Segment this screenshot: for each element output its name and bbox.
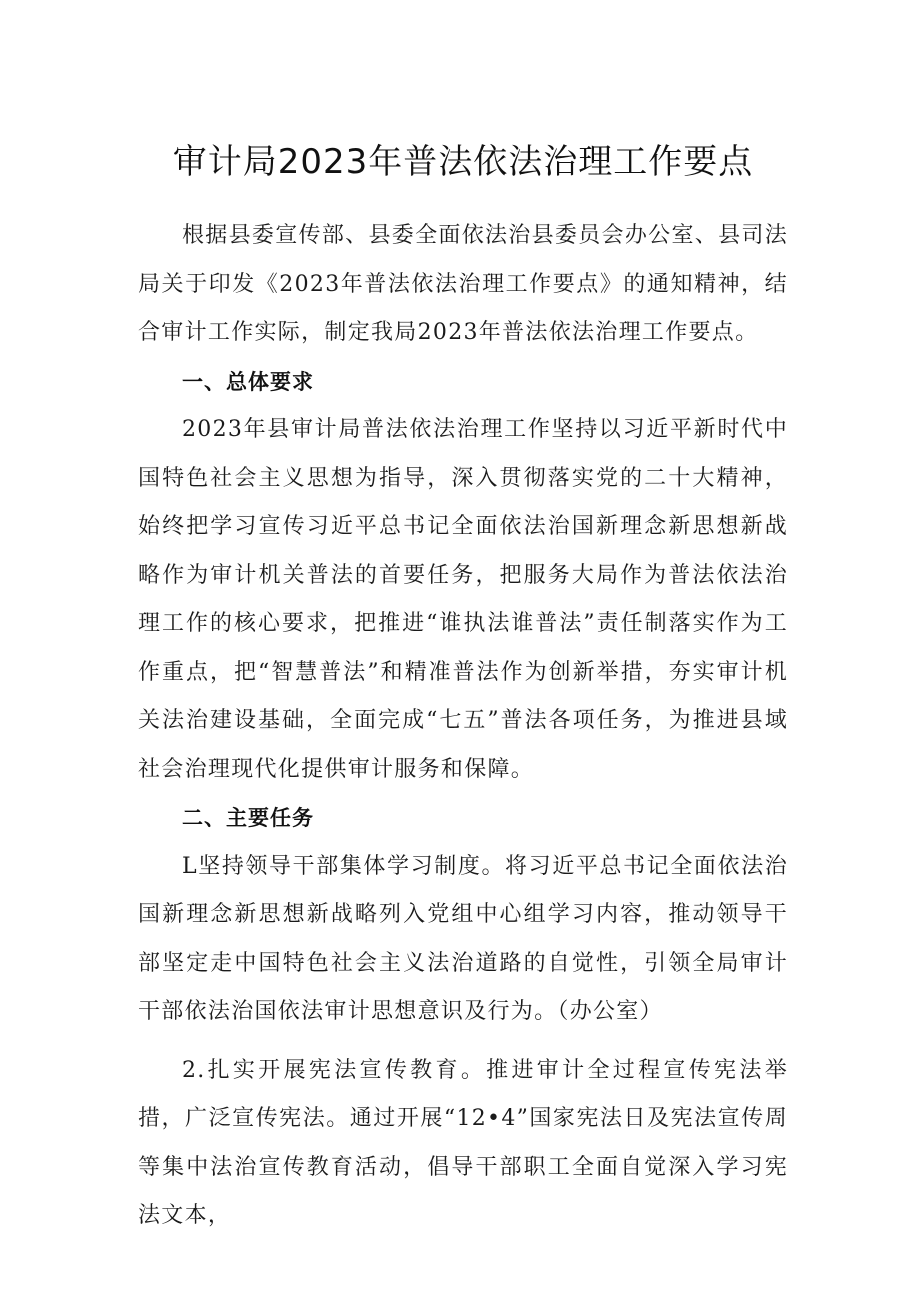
document-body <box>138 212 788 1241</box>
task-item-2: 2.扎实开展宪法宣传教育。推进审计全过程宣传宪法举措，广泛宣传宪法。通过开展“12•4”国家宪法日及宪法宣传周等集中法治宣传教育活动，倡导干部职工全面自觉深入学习宪法文本， <box>138 1057 788 1228</box>
section-heading-general-requirements: 一、总体要求 <box>182 369 314 394</box>
task-item-1: L坚持领导干部集体学习制度。将习近平总书记全面依法治国新理念新思想新战略列入党组中心组学习内容，推动领导干部坚定走中国特色社会主义法治道路的自觉性，引领全局审计干部依法治国依法审计思想意识及行为。（办公室） <box>138 853 788 1024</box>
section-heading-main-tasks: 二、主要任务 <box>182 806 314 830</box>
intro-paragraph: 根据县委宣传部、县委全面依法治县委员会办公室、县司法局关于印发《2023年普法依法治理工作要点》的通知精神，结合审计工作实际，制定我局2023年普法依法治理工作要点。 <box>138 223 788 345</box>
document-title: 审计局2023年普法依法治理工作要点 <box>172 142 754 182</box>
general-requirements-paragraph: 2023年县审计局普法依法治理工作坚持以习近平新时代中国特色社会主义思想为指导，深入贯彻落实党的二十大精神，始终把学习宣传习近平总书记全面依法治国新理念新思想新战略作为审计机关普法的首要任务，把服务大局作为普法依法治理工作的核心要求，把推进“谁执法谁普法”责任制落实作为工作重点，把“智慧普法”和精准普法作为创新举措，夯实审计机关法治建设基础，全面完成“七五”普法各项任务，为推进县域社会治理现代化提供审计服务和保障。 <box>138 417 788 782</box>
